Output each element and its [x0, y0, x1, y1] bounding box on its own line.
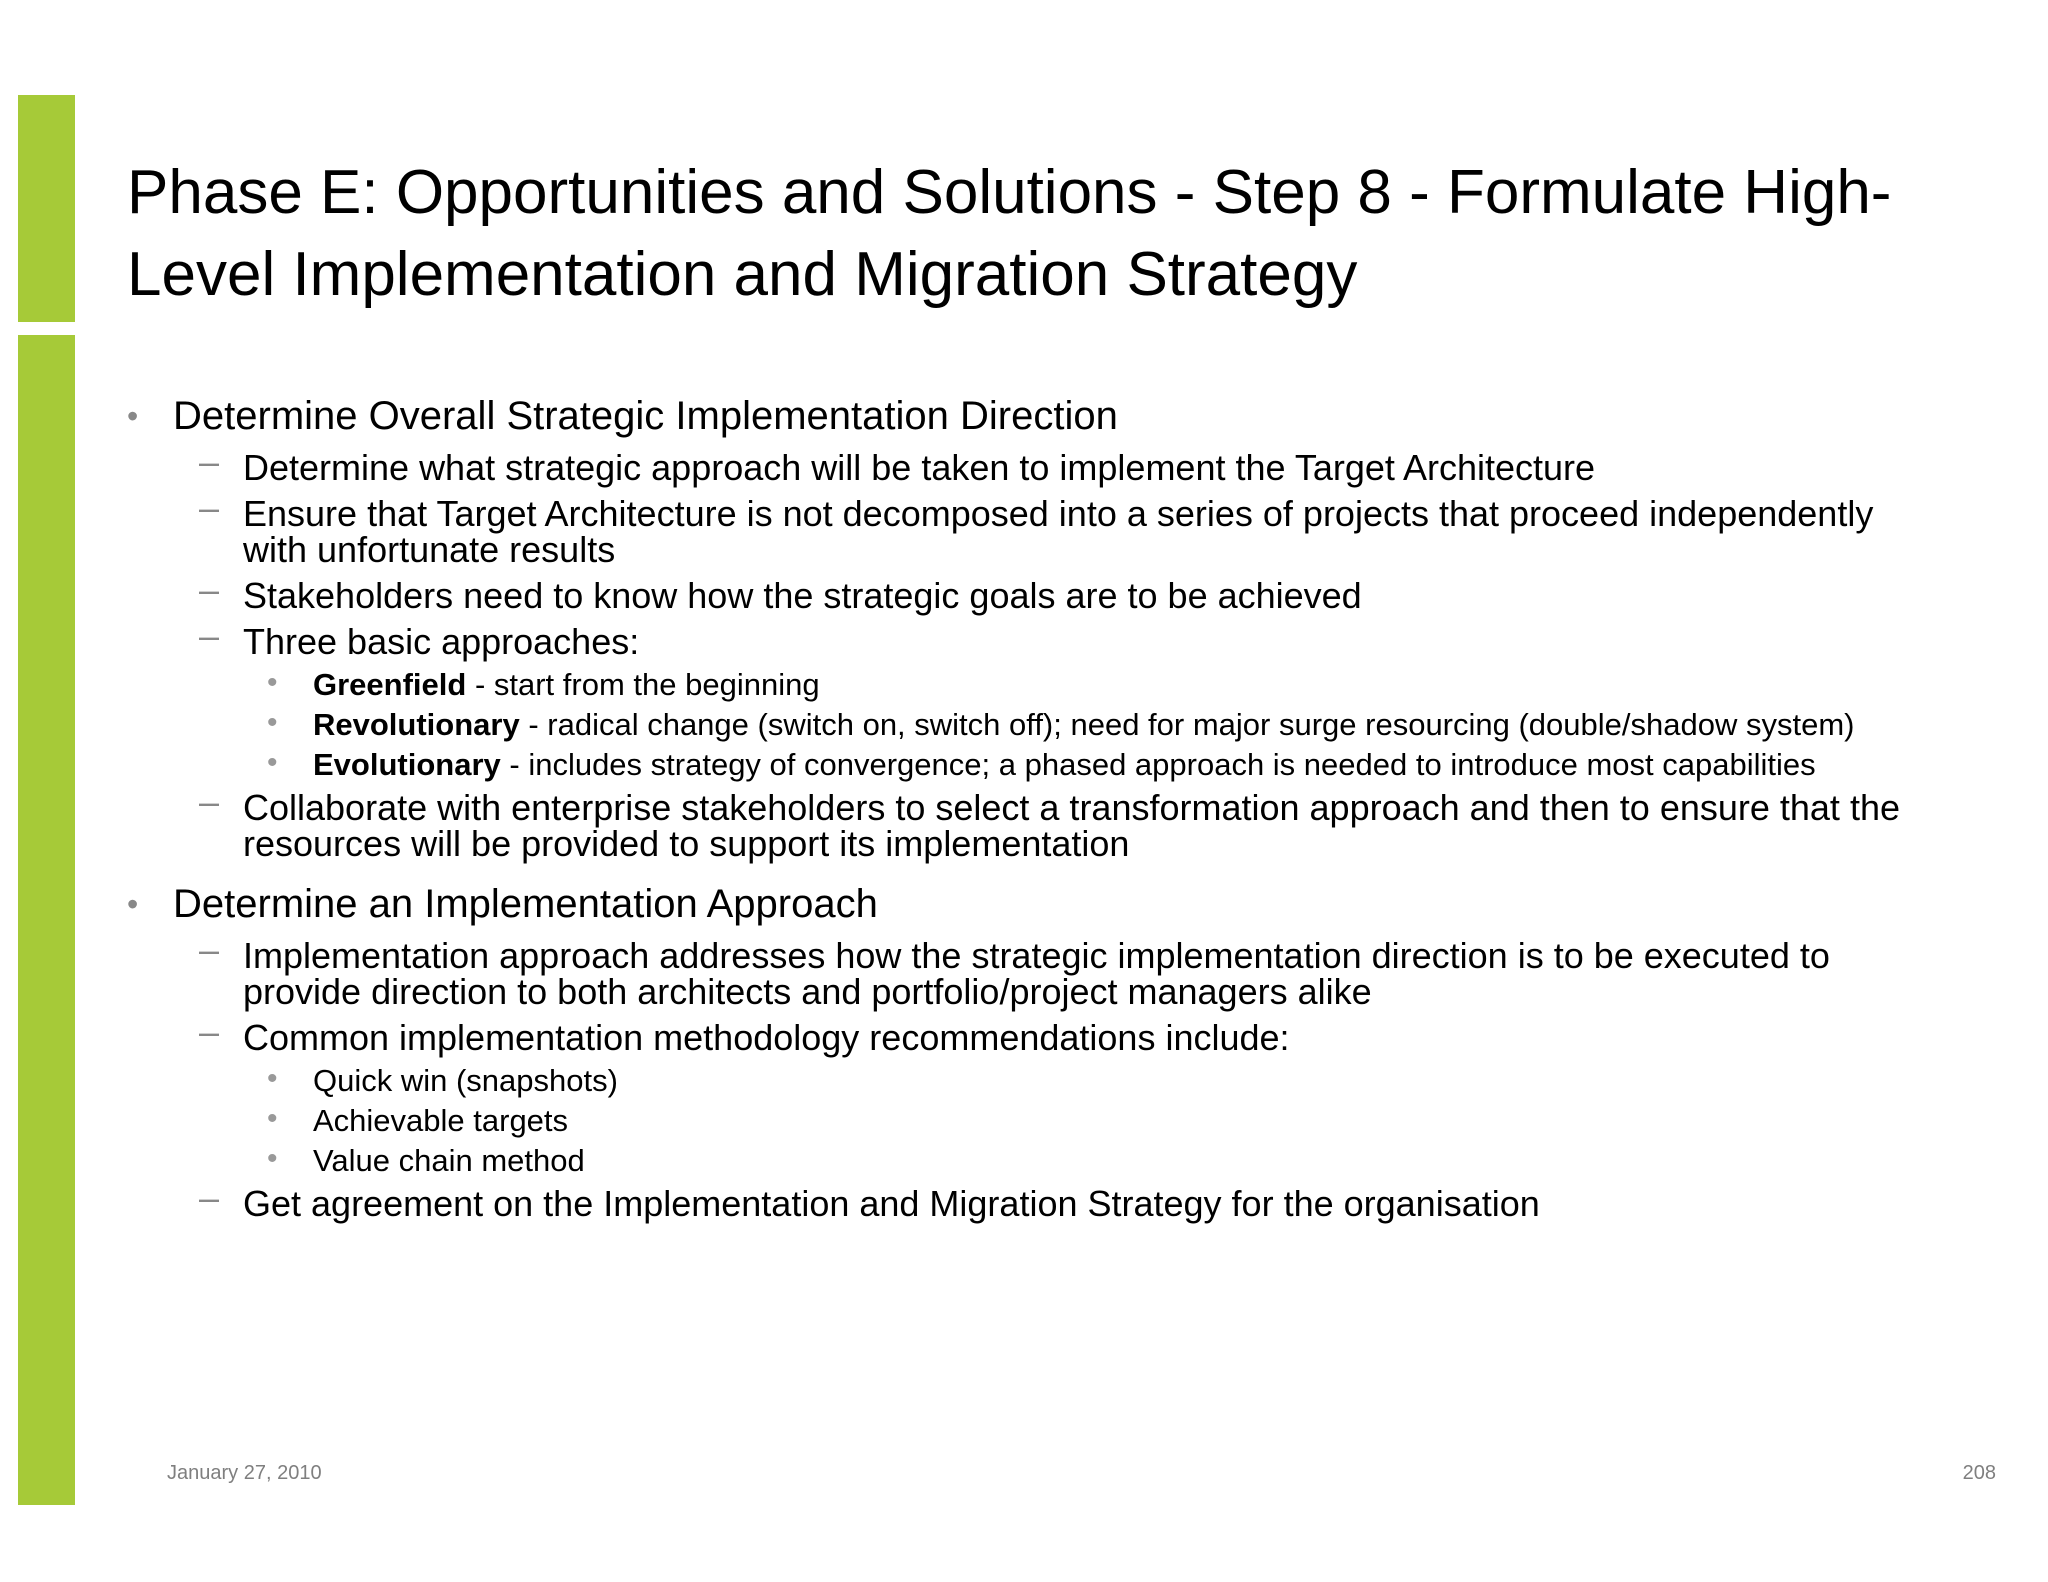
bullet-icon: • [267, 1062, 278, 1095]
dash-icon: – [199, 569, 220, 610]
dash-icon: – [199, 1011, 220, 1052]
bullet-icon: • [267, 746, 278, 779]
list-item: – Implementation approach addresses how the strategic implementation direction is to be executed to provide direction to both architects and portfolio/project managers alike [199, 929, 1830, 1012]
slide-content [127, 392, 1947, 1222]
approach-item [127, 666, 1947, 702]
approach-desc: - start from the beginning [466, 667, 820, 702]
approach-desc: - includes strategy of convergence; a phased approach is needed to introduce most capabilities [500, 747, 1816, 782]
list-item: – Three basic approaches: [199, 615, 640, 662]
bullet-icon: • [267, 1102, 278, 1135]
dash-icon: – [199, 1177, 220, 1218]
approach-term: Revolutionary [313, 707, 520, 742]
bullet-icon: • [127, 886, 139, 922]
approach-term: Greenfield [313, 667, 467, 702]
list-item: – Collaborate with enterprise stakeholders to select a transformation approach and then to ensure that the resources will be provided to support its implementation [199, 781, 1900, 864]
section-heading: • Determine Overall Strategic Implementation Direction [127, 394, 1118, 438]
bullet-icon: • [267, 666, 278, 699]
list-item: – Common implementation methodology recommendations include: [199, 1011, 1290, 1058]
dash-icon: – [199, 615, 220, 656]
dash-icon: – [199, 487, 220, 528]
slide-title: Phase E: Opportunities and Solutions - Step 8 - Formulate High-Level Implementation and Migration Strategy [127, 158, 1892, 309]
approach-term: Evolutionary [313, 747, 501, 782]
method-item: • Quick win (snapshots) [267, 1062, 618, 1098]
section-heading: • Determine an Implementation Approach [127, 882, 878, 926]
method-item: • Value chain method [267, 1142, 585, 1178]
accent-bar-bottom [18, 335, 75, 1505]
approach-desc: - radical change (switch on, switch off); need for major surge resourcing (double/shadow system) [519, 707, 1855, 742]
list-item: – Get agreement on the Implementation and Migration Strategy for the organisation [199, 1177, 1540, 1224]
method-item: • Achievable targets [267, 1102, 569, 1138]
list-item: – Stakeholders need to know how the strategic goals are to be achieved [199, 569, 1362, 616]
dash-icon: – [199, 441, 220, 482]
list-item: – Determine what strategic approach will be taken to implement the Target Architecture [199, 441, 1596, 488]
page-number: 208 [1962, 1462, 1996, 1484]
bullet-icon: • [127, 398, 139, 434]
list-item: – Ensure that Target Architecture is not decomposed into a series of projects that proceed independently with unfortunate results [199, 487, 1874, 570]
approach-item [127, 746, 1947, 782]
accent-bar-top [18, 95, 75, 322]
dash-icon: – [199, 781, 220, 822]
footer-date: January 27, 2010 [167, 1462, 322, 1484]
approach-item [127, 706, 1947, 742]
dash-icon: – [199, 929, 220, 970]
bullet-icon: • [267, 706, 278, 739]
bullet-icon: • [267, 1142, 278, 1175]
